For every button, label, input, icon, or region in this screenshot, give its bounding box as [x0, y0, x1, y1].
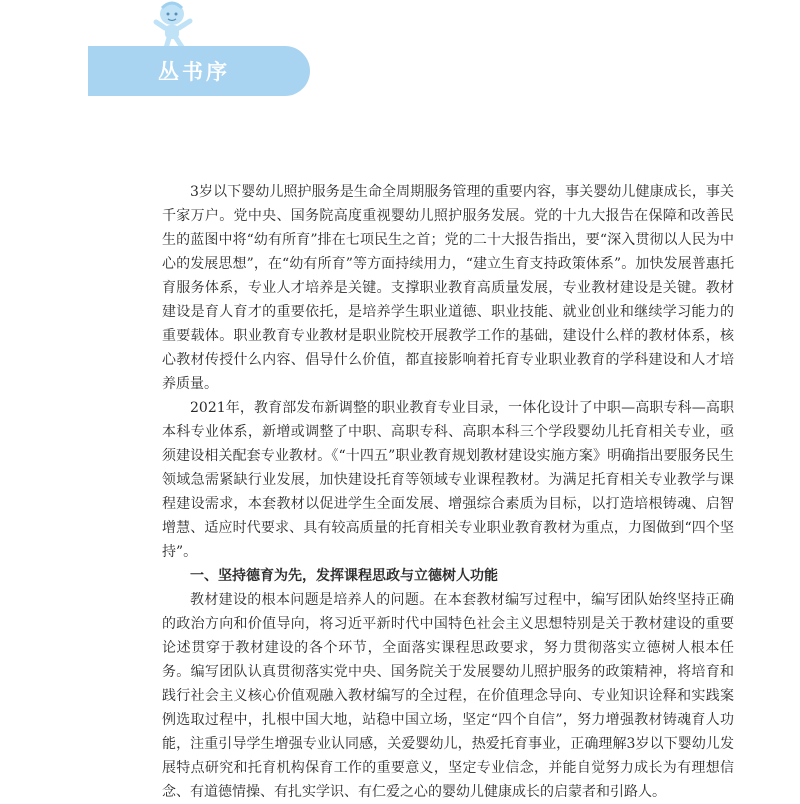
paragraph-2: 2021年，教育部发布新调整的职业教育专业目录，一体化设计了中职—高职专科—高职本科专业体系，新增或调整了中职、高职专科、高职本科三个学段婴幼儿托育相关专业，亟须建设相关配套专业教材。《“十四五”职业教育规划教材建设实施方案》明确指出要服务民生领域急需紧缺行业发展，加快建设托育等领域专业课程教材。为满足托育相关专业教学与课程建设需求，本套教材以促进学生全面发展、增强综合素质为目标，以打造培根铸魂、启智增慧、适应时代要求、具有较高质量的托育相关专业职业教育教材为重点，力图做到“四个坚持”。	[162, 400, 734, 560]
paragraph-3: 教材建设的根本问题是培养人的问题。在本套教材编写过程中，编写团队始终坚持正确的政治方向和价值导向，将习近平新时代中国特色社会主义思想特别是关于教材建设的重要论述贯穿于教材建设的各个环节，全面落实课程思政要求，努力贯彻落实立德树人根本任务。编写团队认真贯彻落实党中央、国务院关于发展婴幼儿照护服务的政策精神，将培育和践行社会主义核心价值观融入教材编写的全过程，在价值理念导向、专业知识诠释和实践案例选取过程中，扎根中国大地，站稳中国立场，坚定“四个自信”，努力增强教材铸魂育人功能，注重引导学生增强专业认同感，关爱婴幼儿，热爱托育事业，正确理解3岁以下婴幼儿发展特点研究和托育机构保育工作的重要意义，坚定专业信念，并能自觉努力成长为有理想信念、有道德情操、有扎实学识、有仁爱之心的婴幼儿健康成长的启蒙者和引路人。	[162, 592, 734, 800]
section-heading-1: 一、坚持德育为先，发挥课程思政与立德树人功能	[190, 568, 498, 584]
page-title: 丛书序	[158, 60, 230, 84]
preface-body	[162, 180, 734, 804]
child-mascot-icon	[150, 0, 204, 50]
paragraph-1: 3岁以下婴幼儿照护服务是生命全周期服务管理的重要内容，事关婴幼儿健康成长，事关千家万户。党中央、国务院高度重视婴幼儿照护服务发展。党的十九大报告在保障和改善民生的蓝图中将“幼有所育”排在七项民生之首；党的二十大报告指出，要“深入贯彻以人民为中心的发展思想”，在“幼有所育”等方面持续用力，“建立生育支持政策体系”。加快发展普惠托育服务体系，专业人才培养是关键。支撑职业教育高质量发展，专业教材建设是关键。教材建设是育人育才的重要依托，是培养学生职业道德、职业技能、就业创业和继续学习能力的重要载体。职业教育专业教材是职业院校开展教学工作的基础，建设什么样的教材体系，核心教材传授什么内容、倡导什么价值，都直接影响着托育专业职业教育的学科建设和人才培养质量。	[162, 184, 734, 392]
